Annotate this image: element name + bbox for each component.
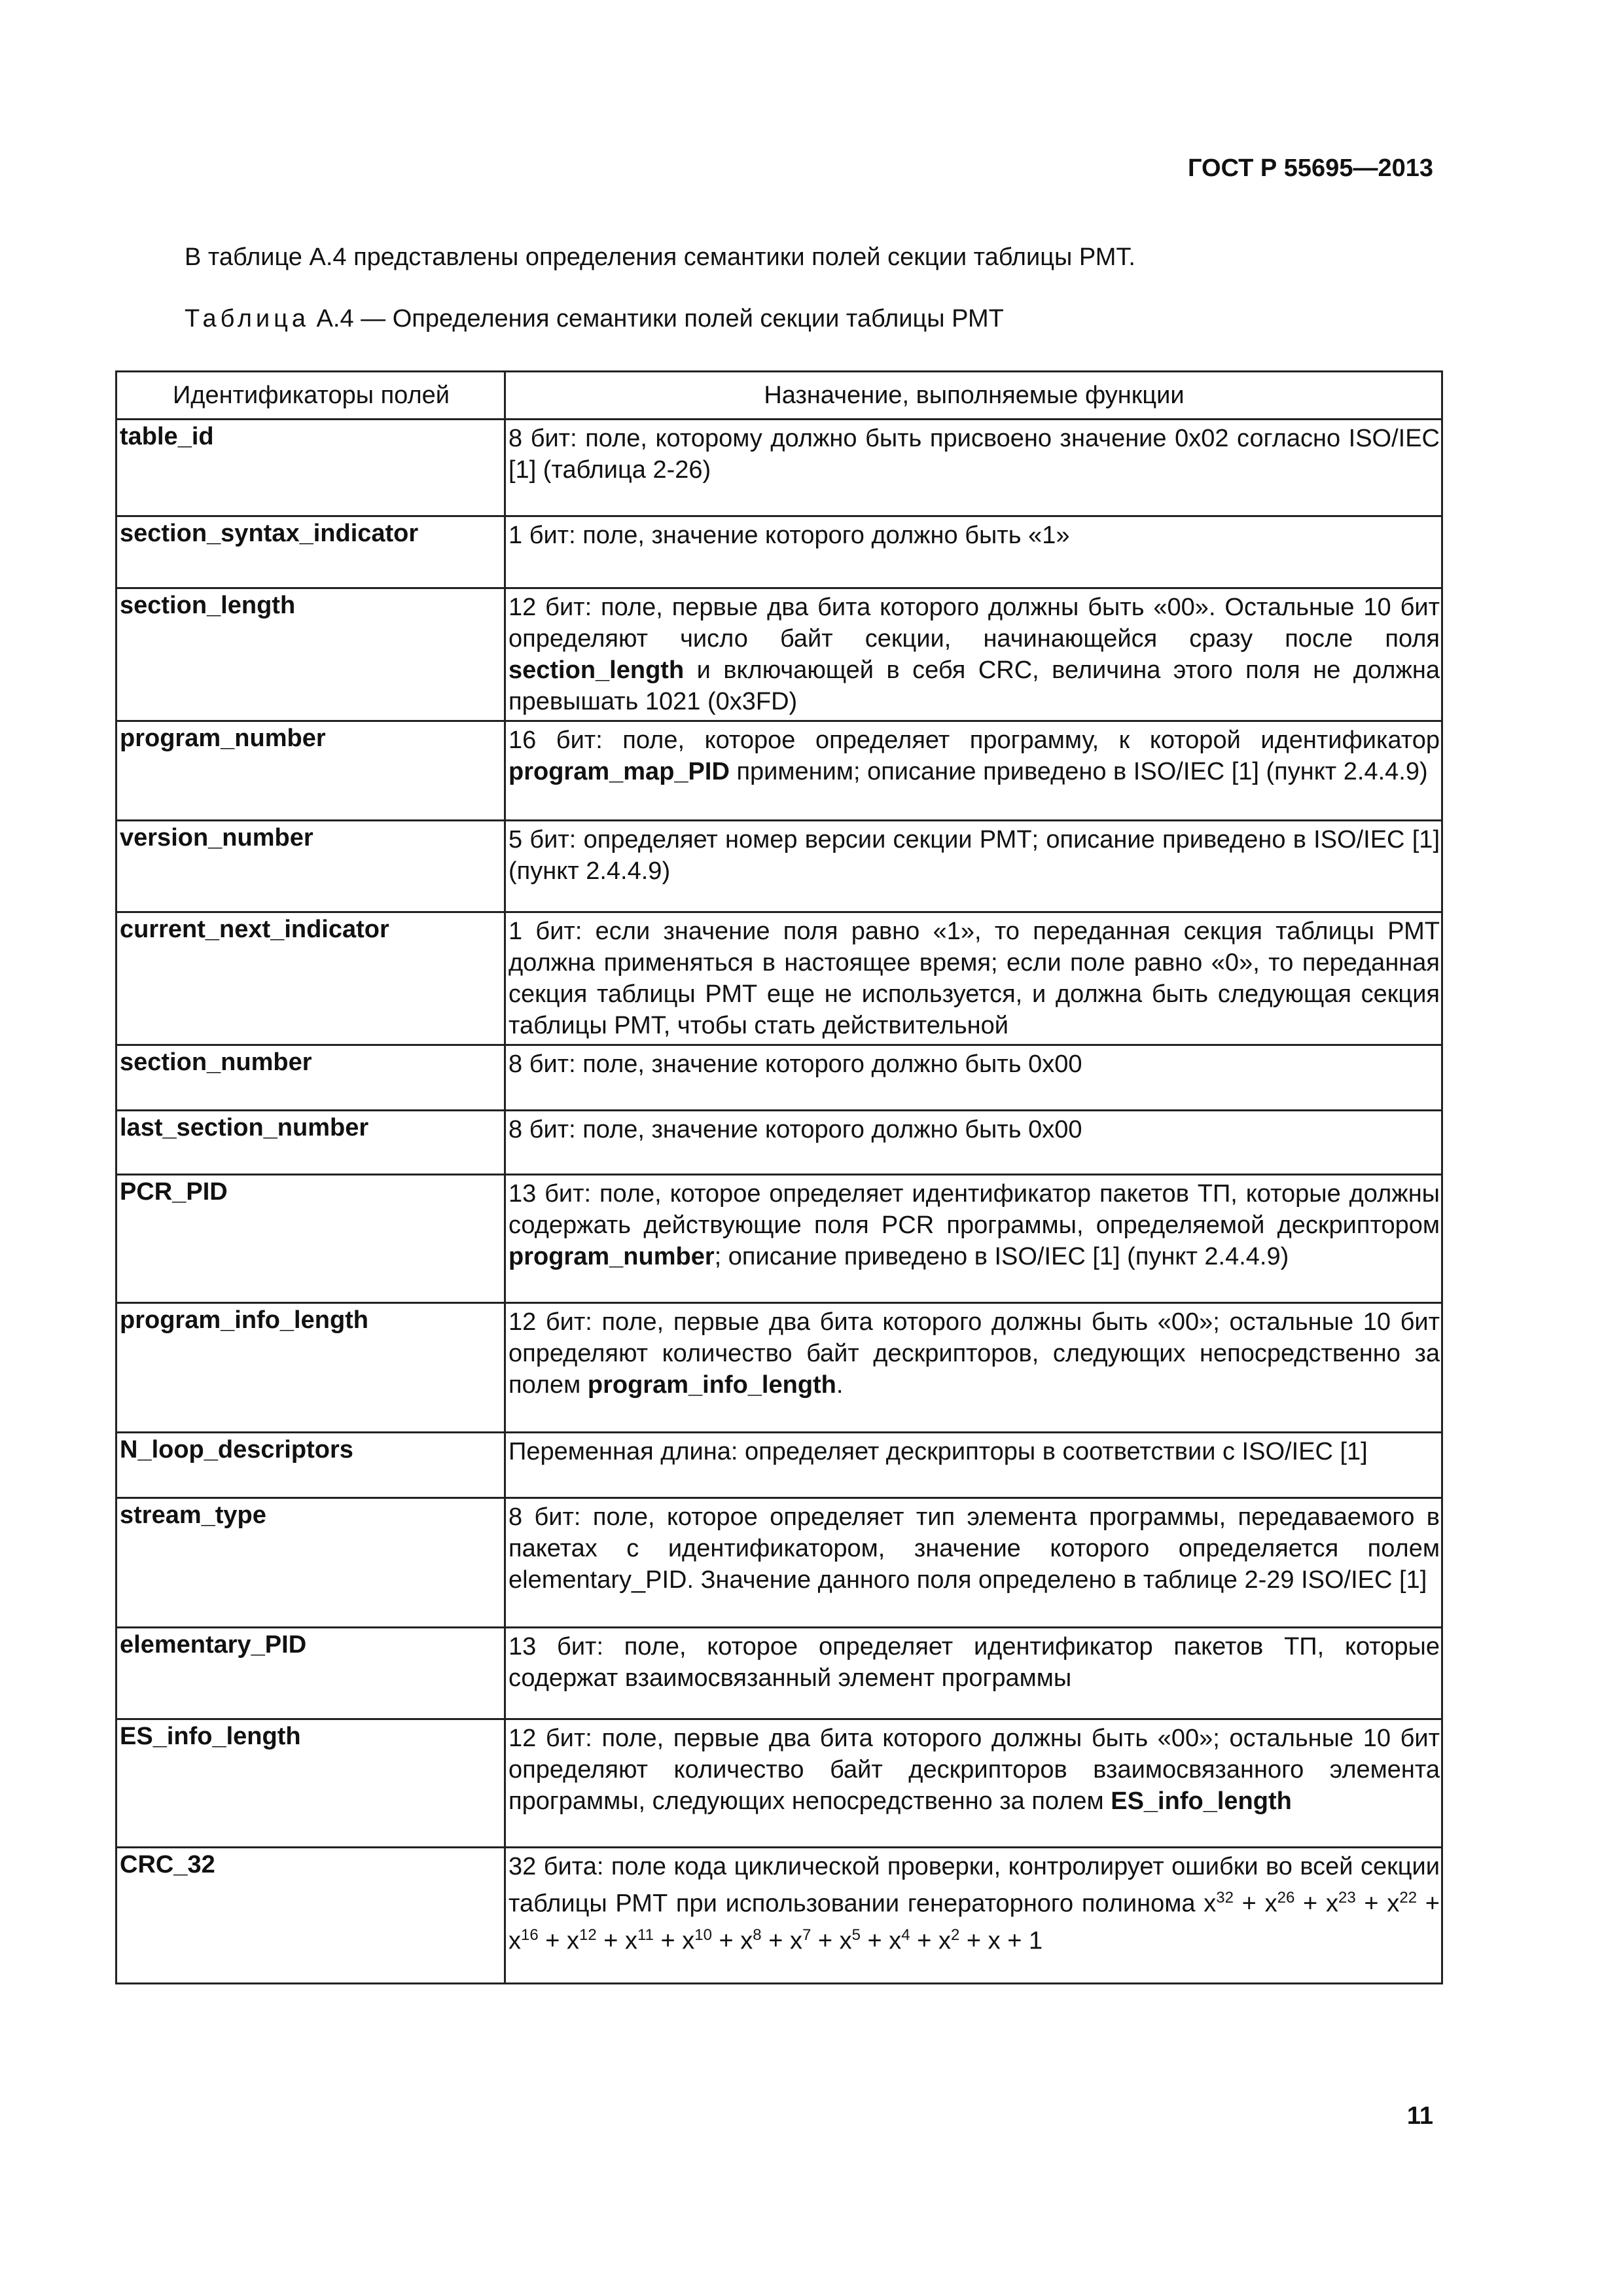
description-text: ; описание приведено в ISO/IEC [1] (пункт 2.4.4.9): [714, 1243, 1289, 1270]
field-identifier: stream_type: [116, 1498, 505, 1628]
field-reference: program_number: [508, 1243, 715, 1270]
description-text: и включающей в себя CRC, величина этого поля не должна превышать 1021 (0x3FD): [508, 656, 1440, 715]
intro-paragraph: В таблице А.4 представлены определения семантики полей секции таблицы РМТ.: [185, 243, 1135, 271]
table-body: [116, 420, 1442, 1984]
field-identifier: program_info_length: [116, 1303, 505, 1433]
polynomial-exponent: 4: [901, 1926, 910, 1944]
field-description: [505, 1628, 1442, 1719]
table-row: [116, 1111, 1442, 1175]
table-row: [116, 516, 1442, 588]
field-description: [505, 1719, 1442, 1848]
polynomial-exponent: 23: [1338, 1889, 1356, 1907]
polynomial-exponent: 8: [753, 1926, 762, 1944]
table-row: [116, 1045, 1442, 1111]
field-identifier: section_number: [116, 1045, 505, 1111]
field-description: [505, 1111, 1442, 1175]
field-identifier: version_number: [116, 821, 505, 912]
table-caption-prefix: Таблица: [185, 305, 310, 332]
polynomial-term: + x: [811, 1927, 852, 1955]
polynomial-term: + x: [596, 1927, 638, 1955]
field-description: [505, 1303, 1442, 1433]
description-text: 8 бит: поле, которое определяет тип элемента программы, передаваемого в пакетах с идентификатором, значение которого определяется полем elementary_PID. Значение данного поля определено в таблице 2-29 ISO/IEC [1]: [508, 1503, 1440, 1594]
polynomial-exponent: 22: [1399, 1889, 1418, 1907]
field-identifier: CRC_32: [116, 1848, 505, 1984]
polynomial-exponent: 32: [1216, 1889, 1234, 1907]
table-row: [116, 1433, 1442, 1498]
page-number: 11: [1406, 2102, 1433, 2130]
field-identifier: section_syntax_indicator: [116, 516, 505, 588]
field-description: [505, 516, 1442, 588]
table-row: [116, 1848, 1442, 1984]
field-reference: program_info_length: [587, 1371, 836, 1399]
field-identifier: section_length: [116, 588, 505, 721]
polynomial-exponent: 2: [950, 1926, 960, 1944]
polynomial-term: + x: [538, 1927, 580, 1955]
polynomial-exponent: 16: [521, 1926, 539, 1944]
pmt-semantics-table: [115, 370, 1443, 1984]
table-row: [116, 1303, 1442, 1433]
field-description: [505, 721, 1442, 821]
polynomial-term: + x: [508, 1890, 1440, 1955]
polynomial-term: + x: [860, 1927, 902, 1955]
table-row: [116, 912, 1442, 1045]
polynomial-exponent: 10: [694, 1926, 712, 1944]
field-description: [505, 912, 1442, 1045]
field-identifier: PCR_PID: [116, 1175, 505, 1303]
field-description: [505, 1433, 1442, 1498]
table-row: [116, 821, 1442, 912]
field-identifier: last_section_number: [116, 1111, 505, 1175]
column-header-purpose: Назначение, выполняемые функции: [505, 372, 1442, 420]
polynomial-term: + x: [711, 1927, 753, 1955]
polynomial-exponent: 11: [637, 1926, 654, 1944]
field-reference: ES_info_length: [1111, 1787, 1292, 1815]
description-text: 13 бит: поле, которое определяет идентификатор пакетов ТП, которые должны содержать действующие поля PCR программы, определяемой дескриптором: [508, 1180, 1440, 1239]
field-reference: section_length: [508, 656, 685, 684]
field-description: [505, 821, 1442, 912]
field-description: [505, 1175, 1442, 1303]
description-text: 13 бит: поле, которое определяет идентификатор пакетов ТП, которые содержат взаимосвязанный элемент программы: [508, 1633, 1440, 1692]
field-description: [505, 588, 1442, 721]
field-identifier: table_id: [116, 420, 505, 516]
polynomial-term: + x + 1: [959, 1927, 1043, 1955]
field-identifier: ES_info_length: [116, 1719, 505, 1848]
description-text: 8 бит: поле, значение которого должно быть 0x00: [508, 1116, 1082, 1143]
table-row: [116, 1175, 1442, 1303]
description-text: Переменная длина: определяет дескрипторы в соответствии с ISO/IEC [1]: [508, 1438, 1368, 1465]
description-text: 12 бит: поле, первые два бита которого должны быть «00»; остальные 10 бит определяют количество байт дескрипторов взаимосвязанного элемента программы, следующих непосредственно за полем: [508, 1725, 1440, 1815]
table-caption: [185, 305, 1004, 333]
field-description: [505, 420, 1442, 516]
field-identifier: elementary_PID: [116, 1628, 505, 1719]
polynomial-term: + x: [653, 1927, 695, 1955]
field-description: [505, 1498, 1442, 1628]
description-text: 12 бит: поле, первые два бита которого должны быть «00». Остальные 10 бит определяют число байт секции, начинающейся сразу после поля: [508, 594, 1440, 653]
field-reference: program_map_PID: [508, 758, 730, 785]
table-row: [116, 420, 1442, 516]
polynomial-exponent: 26: [1277, 1889, 1295, 1907]
table-caption-text: А.4 — Определения семантики полей секции таблицы РМТ: [310, 305, 1004, 332]
field-identifier: program_number: [116, 721, 505, 821]
description-text: применим; описание приведено в ISO/IEC [1] (пункт 2.4.4.9): [729, 758, 1428, 785]
table-row: [116, 1719, 1442, 1848]
field-identifier: N_loop_descriptors: [116, 1433, 505, 1498]
table-row: [116, 588, 1442, 721]
description-text: 32 бита: поле кода циклической проверки, контролирует ошибки во всей секции таблицы РМТ при использовании генераторного полинома x: [508, 1853, 1440, 1918]
polynomial-exponent: 7: [802, 1926, 812, 1944]
description-text: 8 бит: поле, которому должно быть присвоено значение 0x02 согласно ISO/IEC [1] (таблица 2-26): [508, 425, 1440, 484]
field-identifier: current_next_indicator: [116, 912, 505, 1045]
table-row: [116, 1628, 1442, 1719]
description-text: 12 бит: поле, первые два бита которого должны быть «00»; остальные 10 бит определяют количество байт дескрипторов, следующих непосредственно за полем: [508, 1308, 1440, 1399]
field-description: [505, 1045, 1442, 1111]
polynomial-term: + x: [1233, 1890, 1277, 1918]
polynomial-term: + x: [1355, 1890, 1400, 1918]
polynomial-term: + x: [910, 1927, 951, 1955]
standard-code: ГОСТ Р 55695—2013: [1188, 154, 1433, 182]
table-row: [116, 721, 1442, 821]
table-header-row: [116, 372, 1442, 420]
table-row: [116, 1498, 1442, 1628]
field-description: [505, 1848, 1442, 1984]
polynomial-term: + x: [761, 1927, 802, 1955]
description-text: 1 бит: если значение поля равно «1», то переданная секция таблицы РМТ должна применяться в настоящее время; если поле равно «0», то переданная секция таблицы РМТ еще не используется, и должна быть следующая секция таблицы РМТ, чтобы стать действительной: [508, 918, 1440, 1039]
column-header-fields: Идентификаторы полей: [116, 372, 505, 420]
description-text: 5 бит: определяет номер версии секции РМТ; описание приведено в ISO/IEC [1] (пункт 2.4.4.9): [508, 826, 1440, 885]
polynomial-term: + x: [1294, 1890, 1338, 1918]
description-text: 16 бит: поле, которое определяет программу, к которой идентификатор: [508, 726, 1440, 754]
polynomial-exponent: 12: [579, 1926, 597, 1944]
description-text: 1 бит: поле, значение которого должно быть «1»: [508, 522, 1070, 549]
polynomial-exponent: 5: [851, 1926, 861, 1944]
description-text: .: [836, 1371, 844, 1399]
description-text: 8 бит: поле, значение которого должно быть 0x00: [508, 1050, 1082, 1078]
